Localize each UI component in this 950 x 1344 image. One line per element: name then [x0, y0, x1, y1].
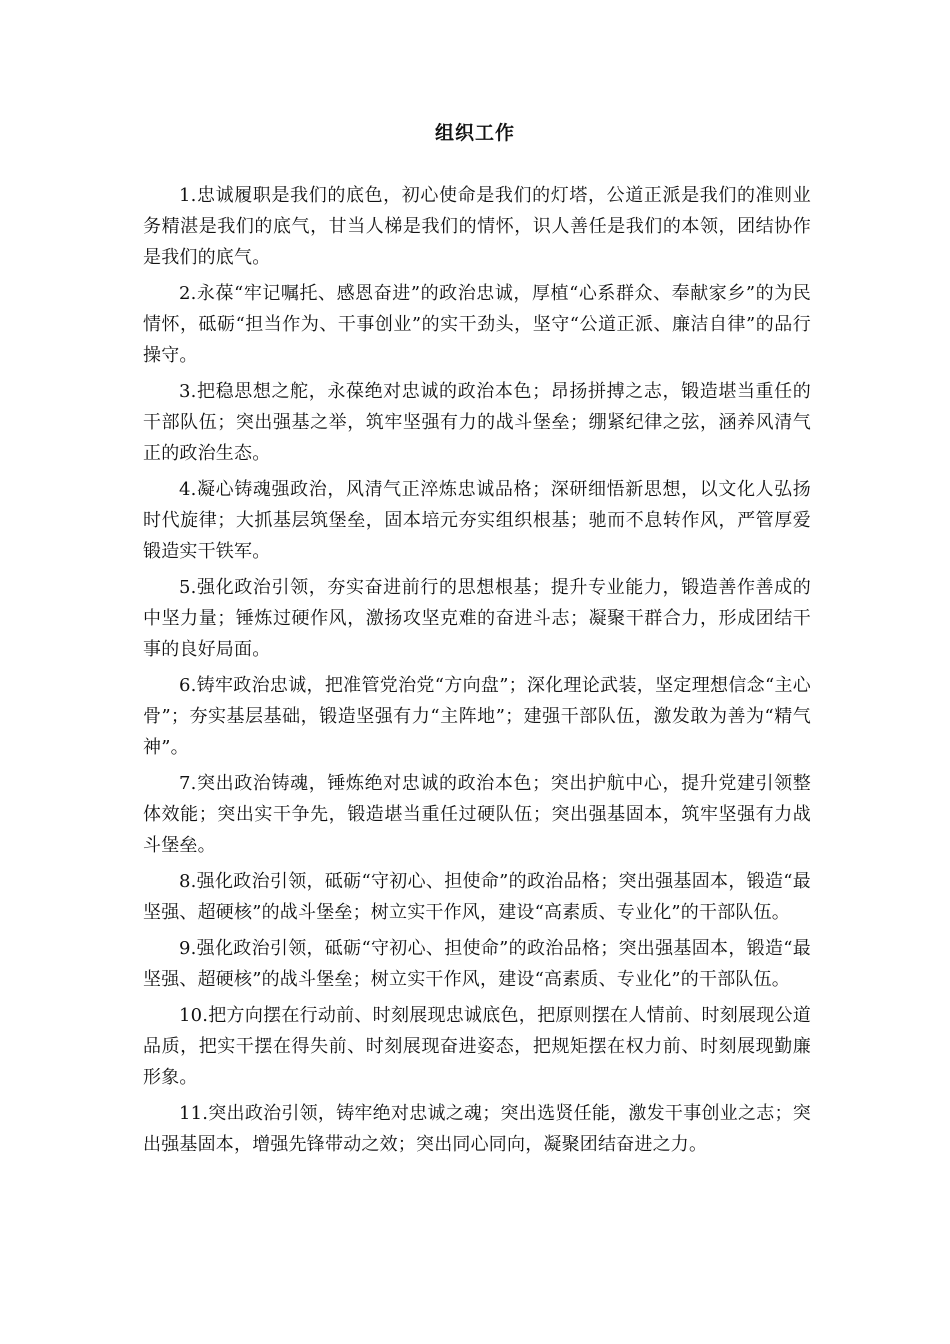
paragraph-3: 3.把稳思想之舵，永葆绝对忠诚的政治本色；昂扬拼搏之志，锻造堪当重任的干部队伍；突出强基之举，筑牢坚强有力的战斗堡垒；绷紧纪律之弦，涵养风清气正的政治生态。	[143, 381, 811, 464]
paragraph-11: 11.突出政治引领，铸牢绝对忠诚之魂；突出选贤任能，激发干事创业之志；突出强基固本，增强先锋带动之效；突出同心同向，凝聚团结奋进之力。	[143, 1103, 811, 1155]
paragraph-5: 5.强化政治引领，夯实奋进前行的思想根基；提升专业能力，锻造善作善成的中坚力量；锤炼过硬作风，激扬攻坚克难的奋进斗志；凝聚干群合力，形成团结干事的良好局面。	[143, 577, 811, 660]
paragraph-8: 8.强化政治引领，砥砺“守初心、担使命”的政治品格；突出强基固本，锻造“最坚强、超硬核”的战斗堡垒；树立实干作风，建设“高素质、专业化”的干部队伍。	[143, 871, 811, 923]
paragraph-2: 2.永葆“牢记嘱托、感恩奋进”的政治忠诚，厚植“心系群众、奉献家乡”的为民情怀，砥砺“担当作为、干事创业”的实干劲头，坚守“公道正派、廉洁自律”的品行操守。	[143, 283, 811, 366]
paragraph-9: 9.强化政治引领，砥砺“守初心、担使命”的政治品格；突出强基固本，锻造“最坚强、超硬核”的战斗堡垒；树立实干作风，建设“高素质、专业化”的干部队伍。	[143, 938, 811, 990]
paragraph-6: 6.铸牢政治忠诚，把准管党治党“方向盘”；深化理论武装，坚定理想信念“主心骨”；夯实基层基础，锻造坚强有力“主阵地”；建强干部队伍，激发敢为善为“精气神”。	[143, 675, 811, 758]
document-title: 组织工作	[434, 122, 515, 144]
paragraph-4: 4.凝心铸魂强政治，风清气正淬炼忠诚品格；深研细悟新思想，以文化人弘扬时代旋律；大抓基层筑堡垒，固本培元夯实组织根基；驰而不息转作风，严管厚爱锻造实干铁军。	[143, 479, 811, 562]
document-body	[143, 180, 811, 1165]
paragraph-1: 1.忠诚履职是我们的底色，初心使命是我们的灯塔，公道正派是我们的准则业务精湛是我们的底气，甘当人梯是我们的情怀，识人善任是我们的本领，团结协作是我们的底气。	[143, 185, 811, 268]
paragraph-10: 10.把方向摆在行动前、时刻展现忠诚底色，把原则摆在人情前、时刻展现公道品质，把实干摆在得失前、时刻展现奋进姿态，把规矩摆在权力前、时刻展现勤廉形象。	[143, 1005, 811, 1088]
paragraph-7: 7.突出政治铸魂，锤炼绝对忠诚的政治本色；突出护航中心，提升党建引领整体效能；突出实干争先，锻造堪当重任过硬队伍；突出强基固本，筑牢坚强有力战斗堡垒。	[143, 773, 811, 856]
